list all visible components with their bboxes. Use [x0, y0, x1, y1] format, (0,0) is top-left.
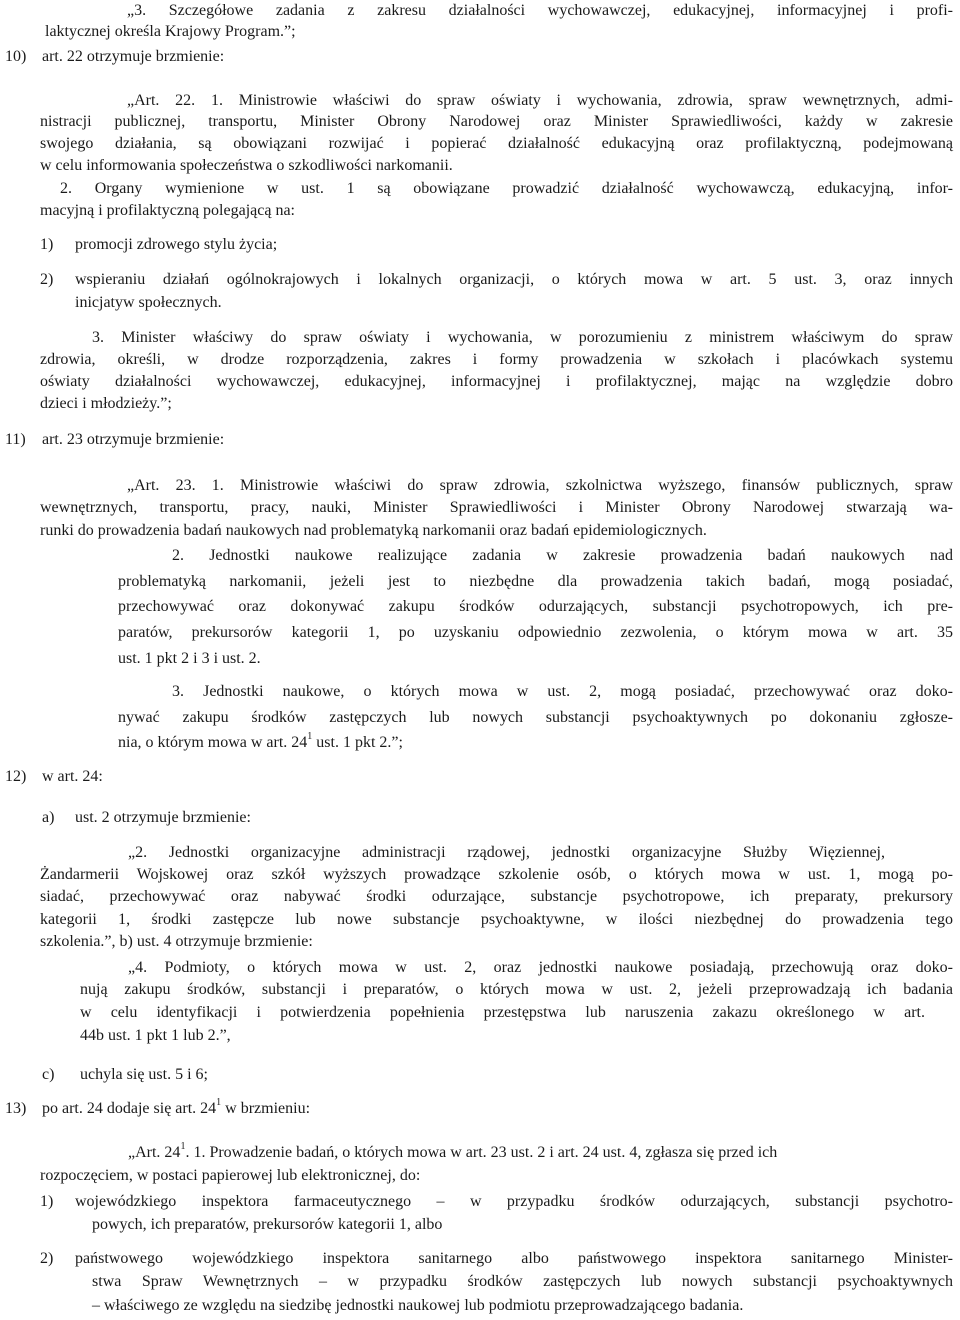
item-number: 12) — [5, 768, 27, 785]
item-number — [5, 1099, 26, 1119]
text-fragment: ust. 1 pkt 2.”; — [312, 734, 403, 751]
text-line: runki do prowadzenia badań naukowych nad problematyką narkomanii oraz badań epidemiologicznych. — [40, 522, 707, 539]
text-line: uchyla się ust. 5 i 6; — [80, 1066, 208, 1083]
text-line: 2. Organy wymienione w ust. 1 są obowiązane prowadzić działalność wychowawczą, edukacyjną, infor- — [60, 180, 953, 197]
text-line — [128, 1140, 778, 1163]
text-line: wspieraniu działań ogólnokrajowych i lokalnych organizacji, o których mowa w art. 5 ust. 3, oraz innych — [75, 271, 953, 288]
text-line: 3. Minister właściwy do spraw oświaty i wychowania, w porozumieniu z ministrem właściwym do spraw — [92, 329, 953, 346]
superscript: 1 — [180, 1140, 186, 1152]
text-line: – właściwego ze względu na siedzibę jednostki naukowej lub podmiotu przeprowadzającego badania. — [92, 1297, 744, 1314]
text-line: laktycznej określa Krajowy Program.”; — [45, 23, 296, 40]
text-line: przechowywać oraz dokonywać zakupu środków odurzających, substancji psychotropowych, ich pre- — [118, 598, 953, 615]
text-line: kategorii 1, środki zastępcze lub nowe substancje psychoaktywne, w ilości niezbędnej do prowadzenia tego — [40, 911, 953, 928]
point-letter: c) — [42, 1066, 55, 1083]
text-line: szkolenia.”, b) ust. 4 otrzymuje brzmienie: — [40, 933, 313, 950]
point-number: 1) — [40, 1193, 54, 1210]
text-line: 2. Jednostki naukowe realizujące zadania w zakresie prowadzenia badań naukowych nad — [172, 547, 953, 564]
text-fragment: . 1. Prowadzenie badań, o których mowa w art. 23 ust. 2 i art. 24 ust. 4, zgłasza się przed ich — [185, 1144, 778, 1161]
text-line: paratów, prekursorów kategorii 1, po uzyskaniu odpowiednio zezwolenia, o którym mowa w art. 35 — [118, 624, 953, 641]
text-line: „Art. 22. 1. Ministrowie właściwi do spraw oświaty i wychowania, zdrowia, spraw wewnętrznych, admi- — [127, 92, 953, 109]
text-line: wewnętrznych, transportu, pracy, nauki, Minister Sprawiedliwości i Minister Obrony Narodowej stwarzają wa- — [40, 499, 953, 516]
text-line: stwa Spraw Wewnętrznych – w przypadku środków zastępczych lub nowych substancji psychoaktywnych — [92, 1273, 953, 1290]
text-line: w celu informowania społeczeństwa o szkodliwości narkomanii. — [40, 157, 453, 174]
text-line: siadać, przechowywać oraz nabywać środki odurzające, substancje psychotropowe, ich preparaty, prekursory — [40, 888, 953, 905]
text-line: ust. 1 pkt 2 i 3 i ust. 2. — [118, 650, 261, 667]
item-heading: art. 23 otrzymuje brzmienie: — [42, 431, 225, 448]
text-line: nują zakupu środków, substancji i preparatów, o których mowa w ust. 2, jeżeli przeprowadzają ich badania — [80, 981, 953, 998]
text-line: inicjatyw społecznych. — [75, 294, 222, 311]
item-number-text: 13) — [5, 1100, 27, 1117]
text-line: Żandarmerii Wojskowej oraz szkół wyższych prowadzące szkolenie osób, o których mowa w ust. 1, mogą po- — [40, 866, 953, 883]
point-letter: a) — [42, 809, 55, 826]
text-line: problematyką narkomanii, jeżeli jest to niezbędne dla prowadzenia takich badań, mogą posiadać, — [118, 573, 953, 590]
text-line: „2. Jednostki organizacyjne administracji rządowej, jednostki organizacyjne Służby Więziennej, — [128, 844, 885, 861]
point-number: 2) — [40, 271, 54, 288]
text-line: ust. 2 otrzymuje brzmienie: — [75, 809, 251, 826]
text-line — [118, 730, 403, 753]
text-line: powych, ich preparatów, prekursorów kategorii 1, albo — [92, 1216, 443, 1233]
text-line: zdrowia, określi, w drodze rozporządzenia, zakres i formy prowadzenia w szkołach i placówkach systemu — [40, 351, 953, 368]
text-fragment: w brzmieniu: — [221, 1100, 311, 1117]
item-number: 11) — [5, 431, 26, 448]
text-fragment: po art. 24 dodaje się art. 24 — [42, 1100, 217, 1117]
text-line: macyjną i profilaktyczną polegającą na: — [40, 202, 295, 219]
text-line: nistracji publicznej, transportu, Minister Obrony Narodowej oraz Minister Sprawiedliwości, każdy w zakresie — [40, 113, 953, 130]
item-heading — [42, 1096, 311, 1119]
item-number: 10) — [5, 48, 27, 65]
text-line: 3. Jednostki naukowe, o których mowa w ust. 2, mogą posiadać, przechowywać oraz doko- — [172, 683, 953, 700]
text-line: 44b ust. 1 pkt 1 lub 2.”, — [80, 1027, 231, 1044]
item-heading: w art. 24: — [42, 768, 103, 785]
text-line: promocji zdrowego stylu życia; — [75, 236, 278, 253]
text-fragment: „Art. 24 — [128, 1144, 181, 1161]
item-heading: art. 22 otrzymuje brzmienie: — [42, 48, 225, 65]
text-line: „4. Podmioty, o których mowa w ust. 2, oraz jednostki naukowe posiadają, przechowują oraz doko- — [128, 959, 953, 976]
superscript: 1 — [216, 1096, 222, 1108]
superscript: 1 — [307, 730, 313, 742]
point-number: 2) — [40, 1250, 54, 1267]
text-line: państwowego wojewódzkiego inspektora sanitarnego albo państwowego inspektora sanitarnego Minister- — [75, 1250, 953, 1267]
text-line: swojego działania, są obowiązani rozwijać i popierać działalność edukacyjną oraz profilaktyczną, podejmowaną — [40, 135, 953, 152]
text-line: „Art. 23. 1. Ministrowie właściwi do spraw zdrowia, szkolnictwa wyższego, finansów publicznych, spraw — [127, 477, 953, 494]
text-line: oświaty działalności wychowawczej, edukacyjnej, informacyjnej i profilaktycznej, mając na względzie dobro — [40, 373, 953, 390]
point-number: 1) — [40, 236, 54, 253]
text-line: w celu identyfikacji i potwierdzenia popełnienia przestępstwa lub naruszenia zakazu określonego w art. — [80, 1004, 925, 1021]
text-line: rozpoczęciem, w postaci papierowej lub elektronicznej, do: — [40, 1167, 421, 1184]
text-line: nywać zakupu środków zastępczych lub nowych substancji psychoaktywnych po dokonaniu zgłosze- — [118, 709, 953, 726]
text-fragment: nia, o którym mowa w art. 24 — [118, 734, 308, 751]
text-line: wojewódzkiego inspektora farmaceutycznego – w przypadku środków odurzających, substancji psychotro- — [75, 1193, 953, 1210]
text-line: dzieci i młodzieży.”; — [40, 395, 172, 412]
text-line: „3. Szczegółowe zadania z zakresu działalności wychowawczej, edukacyjnej, informacyjnej i profi- — [127, 2, 953, 19]
